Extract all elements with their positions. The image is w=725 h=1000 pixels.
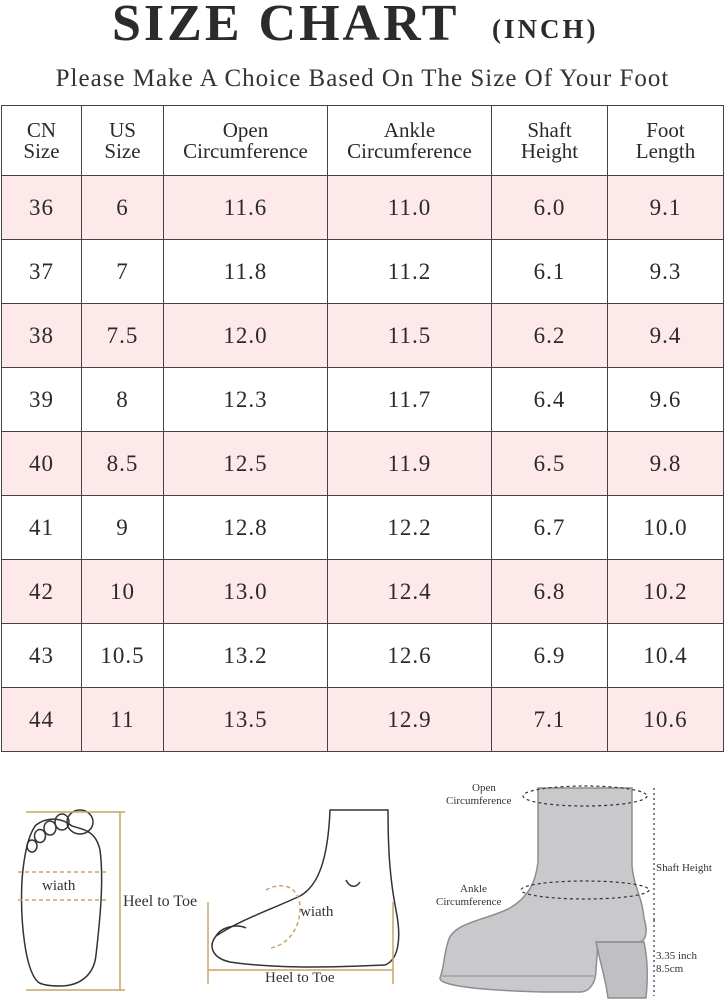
column-header: Open Circumference [164,106,328,176]
table-cell: 39 [2,368,82,432]
table-row [2,368,724,432]
table-cell: 40 [2,432,82,496]
size-table [1,105,724,752]
table-cell: 10 [82,560,164,624]
table-row [2,176,724,240]
page-title: SIZE CHART [112,0,460,52]
table-cell: 10.4 [608,624,724,688]
table-cell: 12.2 [328,496,492,560]
table-cell: 11.9 [328,432,492,496]
table-cell: 11.8 [164,240,328,304]
boot-view [436,782,712,998]
table-cell: 9 [82,496,164,560]
foot-side-length-label: Heel to Toe [265,970,335,986]
table-row [2,240,724,304]
table-cell: 41 [2,496,82,560]
ankle-circumference-label: Ankle [460,883,487,895]
table-cell: 12.4 [328,560,492,624]
table-cell: 42 [2,560,82,624]
table-cell: 8 [82,368,164,432]
heel-height-cm-label: 8.5cm [656,963,684,975]
column-header: Shaft Height [492,106,608,176]
open-circumference-label: Open [472,782,496,794]
table-row [2,688,724,752]
table-cell: 37 [2,240,82,304]
measurement-diagrams [0,770,725,1000]
title-block [0,0,725,60]
table-cell: 9.6 [608,368,724,432]
table-row [2,560,724,624]
table-cell: 44 [2,688,82,752]
table-cell: 43 [2,624,82,688]
table-cell: 11.0 [328,176,492,240]
table-cell: 6.7 [492,496,608,560]
table-cell: 12.3 [164,368,328,432]
table-cell: 6.5 [492,432,608,496]
table-cell: 12.8 [164,496,328,560]
table-cell: 6.1 [492,240,608,304]
foot-top-width-label: wiath [42,878,76,894]
table-cell: 7 [82,240,164,304]
table-cell: 9.8 [608,432,724,496]
table-cell: 9.1 [608,176,724,240]
open-circumference-label-2: Circumference [446,795,512,807]
foot-top-view [18,810,197,990]
table-cell: 13.0 [164,560,328,624]
table-cell: 12.9 [328,688,492,752]
table-cell: 11.6 [164,176,328,240]
page-subtitle: Please Make A Choice Based On The Size Of Your Foot [55,65,670,92]
table-cell: 9.3 [608,240,724,304]
table-cell: 36 [2,176,82,240]
table-cell: 11.2 [328,240,492,304]
table-cell: 10.2 [608,560,724,624]
table-cell: 6.2 [492,304,608,368]
table-cell: 10.6 [608,688,724,752]
foot-top-measure [18,812,125,990]
table-cell: 6 [82,176,164,240]
table-cell: 12.5 [164,432,328,496]
table-cell: 9.4 [608,304,724,368]
table-cell: 13.5 [164,688,328,752]
foot-top-length-label: Heel to Toe [123,893,198,910]
table-cell: 13.2 [164,624,328,688]
table-cell: 6.4 [492,368,608,432]
table-cell: 10.5 [82,624,164,688]
table-cell: 11.7 [328,368,492,432]
shaft-height-label: Shaft Height [656,862,712,874]
table-cell: 7.1 [492,688,608,752]
table-row [2,304,724,368]
table-row [2,432,724,496]
column-header: CN Size [2,106,82,176]
ankle-circumference-label-2: Circumference [436,896,502,908]
column-header: US Size [82,106,164,176]
table-cell: 6.0 [492,176,608,240]
foot-top-outline [22,810,102,986]
table-cell: 8.5 [82,432,164,496]
table-body [2,176,724,752]
column-header: Ankle Circumference [328,106,492,176]
table-row [2,496,724,560]
table-cell: 38 [2,304,82,368]
table-header-row [2,106,724,176]
foot-side-width-label: wiath [300,904,334,920]
table-cell: 7.5 [82,304,164,368]
table-cell: 6.9 [492,624,608,688]
table-cell: 12.0 [164,304,328,368]
foot-side-view [208,810,399,986]
table-cell: 11 [82,688,164,752]
table-cell: 10.0 [608,496,724,560]
table-cell: 12.6 [328,624,492,688]
table-row [2,624,724,688]
table-cell: 6.8 [492,560,608,624]
heel-height-label: 3.35 inch [656,950,697,962]
table-cell: 11.5 [328,304,492,368]
unit-label: (INCH) [492,14,599,44]
foot-side-outline [212,810,399,967]
column-header: Foot Length [608,106,724,176]
